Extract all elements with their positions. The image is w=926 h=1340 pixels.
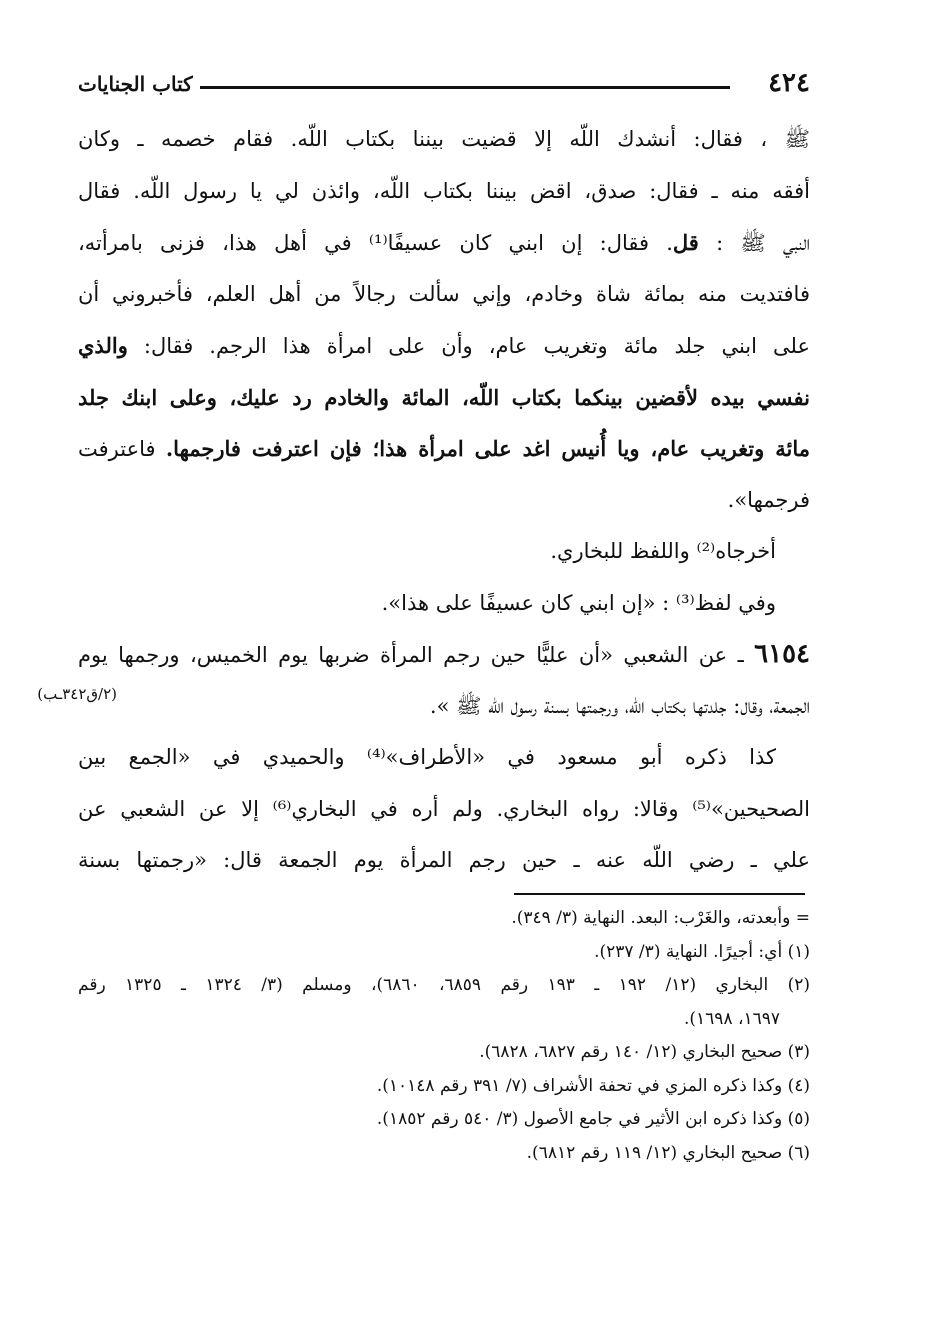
manuscript-folio-note: (٢/ق٣٤٢ـب) — [37, 685, 117, 703]
footnote-line: ١٦٩٧، ١٦٩٨). — [684, 1008, 780, 1029]
text-line — [78, 217, 810, 269]
text-line: ﷺ ، فقال: أنشدك اللّه إلا قضيت بيننا بكتاب اللّه. فقام خصمه ـ وكان — [78, 127, 810, 151]
text-line: فرجمها». — [727, 487, 810, 512]
text-line: نفسي بيده لأقضين بينكما بكتاب اللّه، المائة والخادم رد عليك، وعلى ابنك جلد — [78, 384, 810, 410]
text-run: ـ عن الشعبي «أن عليًّا حين رجم المرأة ضربها يوم الخميس، ورجمها يوم — [78, 643, 755, 667]
footnote-line: = وأبعدته، والغَرْب: البعد. النهاية (٣/ ٣٤٩). — [511, 908, 810, 928]
footnotes — [78, 902, 810, 1170]
text-line: وفي لفظ⁽³⁾ : «إن ابني كان عسيفًا على هذا». — [381, 590, 776, 615]
text-line: أخرجاه⁽²⁾ واللفظ للبخاري. — [550, 539, 776, 563]
page-number: ٤٢٤ — [768, 68, 810, 98]
text-line: فافتديت منه بمائة شاة وخادم، وإني سألت رجالاً من أهل العلم، فأخبروني أن — [78, 281, 810, 306]
footnote-line: (٤) وكذا ذكره المزي في تحفة الأشراف (٧/ ٣٩١ رقم ١٠١٤٨). — [376, 1075, 810, 1096]
text-run: على ابني جلد مائة وتغريب عام، وأن على امرأة هذا الرجم. فقال: — [127, 334, 810, 358]
header-rule — [200, 86, 730, 89]
hadith-line — [78, 629, 810, 681]
footnote-line: (٦) صحيح البخاري (١٢/ ١١٩ رقم ٦٨١٢). — [526, 1142, 810, 1163]
bold-run: والذي — [78, 333, 128, 358]
text-line: كذا ذكره أبو مسعود في «الأطراف»⁽⁴⁾ والحميدي في «الجمع بين — [78, 745, 777, 769]
hadith-number: ٦١٥٤ — [754, 639, 810, 669]
text-run: النبي ﷺ : — [698, 231, 810, 255]
text-run: . فقال: إن ابني كان عسيفًا⁽¹⁾ في أهل هذا، فزنى بامرأته، — [78, 231, 673, 255]
footnote-line: (٣) صحيح البخاري (١٢/ ١٤٠ رقم ٦٨٢٧، ٦٨٢٨). — [479, 1042, 810, 1062]
text-line: الصحيحين»⁽⁵⁾ وقالا: رواه البخاري. ولم أره في البخاري⁽⁶⁾ إلا عن الشعبي عن — [78, 796, 810, 821]
footnote-line: (١) أي: أجيرًا. النهاية (٣/ ٢٣٧). — [594, 941, 810, 962]
footnote-line: (٥) وكذا ذكره ابن الأثير في جامع الأصول (٣/ ٥٤٠ رقم ١٨٥٢). — [376, 1109, 810, 1129]
text-line: علي ـ رضي اللّه عنه ـ حين رجم المرأة يوم الجمعة قال: «رجمتها بسنة — [78, 848, 810, 872]
bold-run: قل — [672, 230, 699, 255]
text-line — [78, 423, 810, 475]
bold-run: مائة وتغريب عام، ويا أُنيس اغد على امرأة هذا؛ فإن اعترفت فارجمها. — [165, 436, 810, 461]
footnote-rule — [514, 893, 805, 895]
main-text — [78, 114, 810, 887]
text-line — [78, 320, 810, 372]
page-header — [78, 66, 810, 102]
text-line: الجمعة، وقال: جلدتها بكتاب اللّه، ورجمتها بسنة رسول اللّه ﷺ ». — [429, 693, 810, 718]
running-title: كتاب الجنايات — [78, 72, 193, 96]
footnote-line: (٢) البخاري (١٢/ ١٩٢ ـ ١٩٣ رقم ٦٨٥٩، ٦٨٦٠)، ومسلم (٣/ ١٣٢٤ ـ ١٣٢٥ رقم — [78, 975, 810, 995]
text-run: فاعترفت — [78, 437, 166, 461]
text-line: أفقه منه ـ فقال: صدق، اقض بيننا بكتاب اللّه، وائذن لي يا رسول اللّه. فقال — [78, 178, 810, 203]
